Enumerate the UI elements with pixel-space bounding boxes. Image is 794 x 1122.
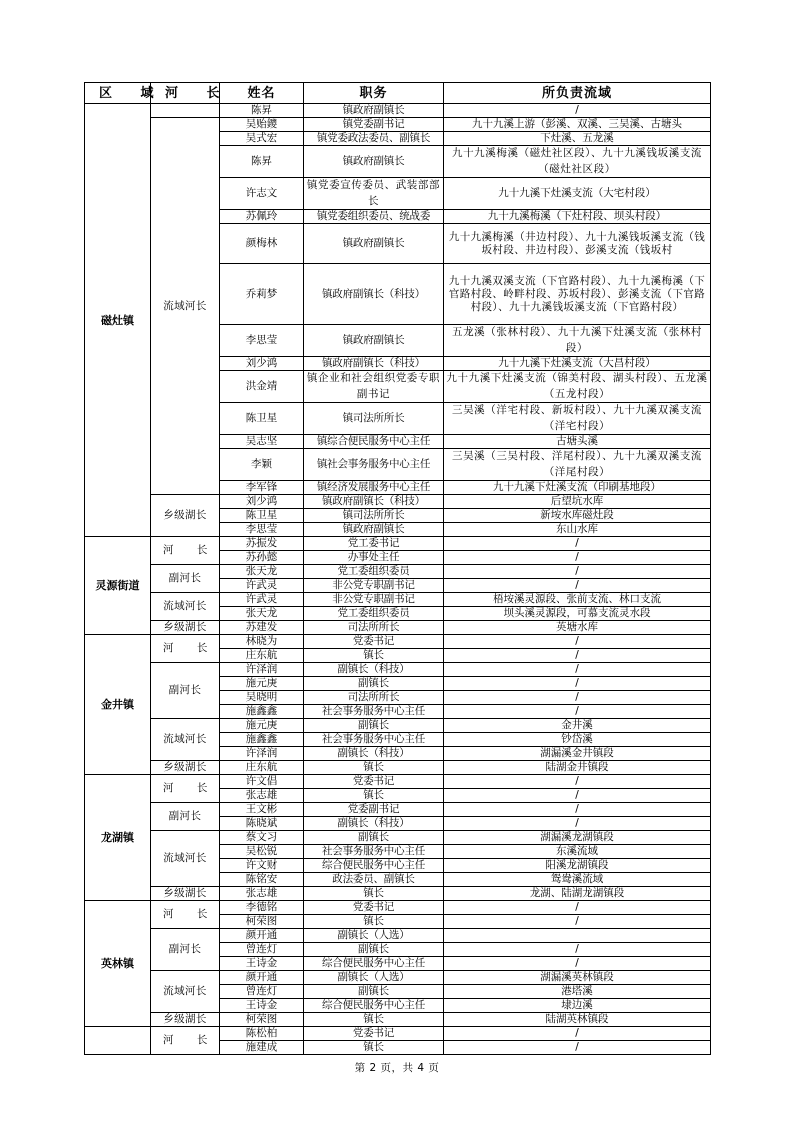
duty-cell: 镇政府副镇长 — [304, 104, 444, 118]
role-cell: 乡级湖长 — [151, 761, 220, 775]
header-role: 河 长 — [151, 83, 220, 104]
duty-cell: 党委书记 — [304, 901, 444, 915]
table-header-row — [85, 83, 711, 104]
duty-cell: 综合便民服务中心主任 — [304, 999, 444, 1013]
duty-cell: 镇社会事务服务中心主任 — [304, 449, 444, 481]
basin-cell: 龙湖、陆湖龙湖镇段 — [444, 887, 711, 901]
basin-cell: 九十九溪下灶溪支流（大宅村段） — [444, 178, 711, 210]
basin-cell: 三吴溪（洋宅村段、新坂村段）、九十九溪双溪支流（洋宅村段） — [444, 403, 711, 435]
basin-cell: / — [444, 817, 711, 831]
name-cell: 刘少鸿 — [220, 357, 304, 371]
duty-cell: 党工委书记 — [304, 537, 444, 551]
table-row — [85, 901, 711, 915]
table-row — [85, 775, 711, 789]
name-cell: 柯荣图 — [220, 1013, 304, 1027]
name-cell: 陈松柏 — [220, 1027, 304, 1041]
duty-cell: 镇政府副镇长 — [304, 325, 444, 357]
basin-cell: / — [444, 1041, 711, 1055]
name-cell: 许泽润 — [220, 747, 304, 761]
name-cell: 张志雄 — [220, 887, 304, 901]
basin-cell: 港塔溪 — [444, 985, 711, 999]
duty-cell: 副镇长（人选） — [304, 971, 444, 985]
table-row — [85, 803, 711, 817]
duty-cell: 副镇长 — [304, 677, 444, 691]
name-cell: 施元庚 — [220, 719, 304, 733]
basin-cell: 陆湖金井镇段 — [444, 761, 711, 775]
name-cell: 陈卫星 — [220, 403, 304, 435]
name-cell: 李德铭 — [220, 901, 304, 915]
name-cell: 张天龙 — [220, 607, 304, 621]
name-cell: 许志文 — [220, 178, 304, 210]
name-cell: 李军锋 — [220, 481, 304, 495]
name-cell: 张天龙 — [220, 565, 304, 579]
duty-cell: 镇政府副镇长 — [304, 224, 444, 264]
role-cell: 乡级湖长 — [151, 887, 220, 901]
name-cell: 许文财 — [220, 859, 304, 873]
duty-cell: 镇企业和社会组织党委专职副书记 — [304, 371, 444, 403]
basin-cell: / — [444, 551, 711, 565]
basin-cell: 九十九溪梅溪（磁灶社区段）、九十九溪钱坂溪支流（磁灶社区段） — [444, 146, 711, 178]
basin-cell: / — [444, 635, 711, 649]
duty-cell: 副镇长 — [304, 943, 444, 957]
duty-cell: 镇综合便民服务中心主任 — [304, 435, 444, 449]
basin-cell: / — [444, 775, 711, 789]
name-cell: 许文倡 — [220, 775, 304, 789]
region-cell: 英林镇 — [85, 901, 151, 1027]
table-row — [85, 104, 711, 118]
table-row — [85, 635, 711, 649]
name-cell: 王文彬 — [220, 803, 304, 817]
role-cell: 乡级湖长 — [151, 621, 220, 635]
role-cell: 河 长 — [151, 901, 220, 929]
basin-cell: 下灶溪、五龙溪 — [444, 132, 711, 146]
basin-cell: 湖漏溪龙湖镇段 — [444, 831, 711, 845]
basin-cell: 九十九溪双溪支流（下官路村段）、九十九溪梅溪（下官路村段、岭畔村段、苏坂村段）、彭溪支流（下官路村段）、九十九溪钱坂溪支流（下官路村段） — [444, 264, 711, 325]
basin-cell: 英塘水库 — [444, 621, 711, 635]
basin-cell: / — [444, 705, 711, 719]
duty-cell: 副镇长（科技） — [304, 817, 444, 831]
duty-cell: 镇司法所所长 — [304, 509, 444, 523]
basin-cell: 三吴溪（三吴村段、洋尾村段）、九十九溪双溪支流（洋尾村段） — [444, 449, 711, 481]
basin-cell: 埭边溪 — [444, 999, 711, 1013]
role-cell: 流域河长 — [151, 719, 220, 761]
name-cell: 吴贻鑁 — [220, 118, 304, 132]
duty-cell: 副镇长（科技） — [304, 747, 444, 761]
basin-cell: / — [444, 579, 711, 593]
duty-cell: 镇政府副镇长 — [304, 523, 444, 537]
name-cell: 柯荣图 — [220, 915, 304, 929]
name-cell: 庄东航 — [220, 761, 304, 775]
duty-cell: 副镇长（人选） — [304, 929, 444, 943]
name-cell: 刘少鸿 — [220, 495, 304, 509]
basin-cell: 九十九溪下灶溪支流（锦美村段、湖头村段）、五龙溪（五龙村段） — [444, 371, 711, 403]
duty-cell: 司法所所长 — [304, 691, 444, 705]
region-cell-empty — [85, 1027, 151, 1055]
basin-cell: 阳溪龙湖镇段 — [444, 859, 711, 873]
duty-cell: 副镇长（科技） — [304, 663, 444, 677]
duty-cell: 镇政府副镇长（科技） — [304, 264, 444, 325]
header-basin: 所负责流域 — [444, 83, 711, 104]
role-cell: 流域河长 — [151, 831, 220, 887]
name-cell: 乔莉梦 — [220, 264, 304, 325]
name-cell: 王诗金 — [220, 999, 304, 1013]
duty-cell: 镇党委宣传委员、武装部部长 — [304, 178, 444, 210]
duty-cell: 司法所所长 — [304, 621, 444, 635]
basin-cell: 梧垵溪灵源段、张前支流、林口支流 — [444, 593, 711, 607]
name-cell: 洪金靖 — [220, 371, 304, 403]
name-cell: 苏孙懿 — [220, 551, 304, 565]
duty-cell: 镇政府副镇长（科技） — [304, 357, 444, 371]
name-cell: 陈昇 — [220, 104, 304, 118]
role-cell: 副河长 — [151, 663, 220, 719]
name-cell: 李思莹 — [220, 523, 304, 537]
duty-cell: 镇经济发展服务中心主任 — [304, 481, 444, 495]
role-cell: 河 长 — [151, 775, 220, 803]
duty-cell: 镇长 — [304, 649, 444, 663]
name-cell: 苏振发 — [220, 537, 304, 551]
name-cell: 施鑫鑫 — [220, 733, 304, 747]
name-cell: 蔡文习 — [220, 831, 304, 845]
duty-cell: 非公党专职副书记 — [304, 579, 444, 593]
basin-cell — [444, 929, 711, 943]
table-row — [85, 831, 711, 845]
table-row — [85, 971, 711, 985]
basin-cell: 湖漏溪金井镇段 — [444, 747, 711, 761]
duty-cell: 党委书记 — [304, 1027, 444, 1041]
basin-cell: 金井溪 — [444, 719, 711, 733]
duty-cell: 非公党专职副书记 — [304, 593, 444, 607]
duty-cell: 镇长 — [304, 1041, 444, 1055]
table-row — [85, 495, 711, 509]
basin-cell: 古塘头溪 — [444, 435, 711, 449]
basin-cell: 九十九溪梅溪（下灶村段、坝头村段） — [444, 210, 711, 224]
duty-cell: 副镇长 — [304, 831, 444, 845]
duty-cell: 副镇长 — [304, 985, 444, 999]
duty-cell: 镇长 — [304, 1013, 444, 1027]
duty-cell: 副镇长 — [304, 719, 444, 733]
table-row — [85, 761, 711, 775]
basin-cell: 鸳鸯溪流域 — [444, 873, 711, 887]
basin-cell: 东山水库 — [444, 523, 711, 537]
name-cell: 林晓为 — [220, 635, 304, 649]
name-cell: 颜梅林 — [220, 224, 304, 264]
basin-cell: / — [444, 915, 711, 929]
name-cell: 施建成 — [220, 1041, 304, 1055]
name-cell: 许泽润 — [220, 663, 304, 677]
table-row — [85, 1013, 711, 1027]
duty-cell: 党委书记 — [304, 635, 444, 649]
basin-cell: 九十九溪梅溪（井边村段）、九十九溪钱坂溪支流（钱坂村段、井边村段）、彭溪支流（钱坂村 — [444, 224, 711, 264]
duty-cell: 镇长 — [304, 761, 444, 775]
basin-cell: / — [444, 663, 711, 677]
duty-cell: 镇长 — [304, 915, 444, 929]
name-cell: 苏建发 — [220, 621, 304, 635]
role-cell: 流域河长 — [151, 593, 220, 621]
table-row — [85, 621, 711, 635]
role-cell: 河 长 — [151, 537, 220, 565]
name-cell: 吴式宏 — [220, 132, 304, 146]
name-cell: 许武灵 — [220, 593, 304, 607]
role-cell: 乡级湖长 — [151, 495, 220, 537]
duty-cell: 党工委组织委员 — [304, 607, 444, 621]
header-duty: 职务 — [304, 83, 444, 104]
duty-cell: 综合便民服务中心主任 — [304, 859, 444, 873]
name-cell: 吴晓明 — [220, 691, 304, 705]
table-row — [85, 118, 711, 132]
region-cell: 灵源街道 — [85, 537, 151, 635]
name-cell: 陈卫星 — [220, 509, 304, 523]
region-cell: 龙湖镇 — [85, 775, 151, 901]
duty-cell: 政法委员、副镇长 — [304, 873, 444, 887]
duty-cell: 镇长 — [304, 789, 444, 803]
header-name: 姓名 — [220, 83, 304, 104]
duty-cell: 镇政府副镇长 — [304, 146, 444, 178]
duty-cell: 镇政府副镇长（科技） — [304, 495, 444, 509]
basin-cell: / — [444, 677, 711, 691]
name-cell: 施鑫鑫 — [220, 705, 304, 719]
basin-cell: 五龙溪（张林村段）、九十九溪下灶溪支流（张林村段） — [444, 325, 711, 357]
basin-cell: / — [444, 957, 711, 971]
basin-cell: 九十九溪下灶溪支流（印刷基地段） — [444, 481, 711, 495]
name-cell: 王诗金 — [220, 957, 304, 971]
table-row — [85, 719, 711, 733]
table-row — [85, 929, 711, 943]
name-cell: 颜开通 — [220, 929, 304, 943]
name-cell: 吴志坚 — [220, 435, 304, 449]
duty-cell: 党委书记 — [304, 775, 444, 789]
basin-cell: / — [444, 649, 711, 663]
basin-cell: 坝头溪灵源段，可慕支流灵水段 — [444, 607, 711, 621]
role-cell: 乡级湖长 — [151, 1013, 220, 1027]
role-cell: 副河长 — [151, 929, 220, 971]
name-cell: 陈晓斌 — [220, 817, 304, 831]
name-cell: 苏佩玲 — [220, 210, 304, 224]
duty-cell: 镇党委政法委员、副镇长 — [304, 132, 444, 146]
duty-cell: 镇司法所所长 — [304, 403, 444, 435]
basin-cell: 九十九溪上游（彭溪、双溪、三吴溪、古塘头 — [444, 118, 711, 132]
name-cell: 陈昇 — [220, 146, 304, 178]
table-row — [85, 1027, 711, 1041]
basin-cell: 新垵水库磁灶段 — [444, 509, 711, 523]
name-cell: 曾连灯 — [220, 943, 304, 957]
basin-cell: 湖漏溪英林镇段 — [444, 971, 711, 985]
basin-cell: 九十九溪下灶溪支流（大昌村段） — [444, 357, 711, 371]
name-cell: 吴松锐 — [220, 845, 304, 859]
header-region: 区 域 — [85, 83, 151, 104]
basin-cell: / — [444, 104, 711, 118]
name-cell: 张志雄 — [220, 789, 304, 803]
duty-cell: 镇党委组织委员、统战委 — [304, 210, 444, 224]
role-cell: 副河长 — [151, 565, 220, 593]
duty-cell: 党工委组织委员 — [304, 565, 444, 579]
table-row — [85, 593, 711, 607]
basin-cell: / — [444, 565, 711, 579]
role-cell: 流域河长 — [151, 971, 220, 1013]
basin-cell: / — [444, 1027, 711, 1041]
page-footer: 第 2 页，共 4 页 — [354, 1062, 440, 1074]
role-cell: 河 长 — [151, 1027, 220, 1055]
role-cell: 副河长 — [151, 803, 220, 831]
duty-cell: 党委副书记 — [304, 803, 444, 817]
name-cell: 曾连灯 — [220, 985, 304, 999]
table-row — [85, 537, 711, 551]
region-cell: 金井镇 — [85, 635, 151, 775]
role-cell: 河 长 — [151, 635, 220, 663]
basin-cell: / — [444, 537, 711, 551]
duty-cell: 办事处主任 — [304, 551, 444, 565]
region-cell: 磁灶镇 — [85, 104, 151, 537]
name-cell: 李颖 — [220, 449, 304, 481]
name-cell: 施元庚 — [220, 677, 304, 691]
basin-cell: / — [444, 691, 711, 705]
name-cell: 陈铭安 — [220, 873, 304, 887]
basin-cell: 陆湖英林镇段 — [444, 1013, 711, 1027]
duty-cell: 社会事务服务中心主任 — [304, 705, 444, 719]
basin-cell: / — [444, 803, 711, 817]
role-cell-empty — [151, 104, 220, 118]
role-cell: 流域河长 — [151, 118, 220, 495]
duty-cell: 镇长 — [304, 887, 444, 901]
duty-cell: 社会事务服务中心主任 — [304, 733, 444, 747]
table-row — [85, 565, 711, 579]
basin-cell: / — [444, 943, 711, 957]
basin-cell: 钞岱溪 — [444, 733, 711, 747]
basin-cell: / — [444, 789, 711, 803]
name-cell: 颜开通 — [220, 971, 304, 985]
name-cell: 庄东航 — [220, 649, 304, 663]
name-cell: 李思莹 — [220, 325, 304, 357]
river-chief-table — [84, 82, 711, 1055]
duty-cell: 镇党委副书记 — [304, 118, 444, 132]
duty-cell: 社会事务服务中心主任 — [304, 845, 444, 859]
duty-cell: 综合便民服务中心主任 — [304, 957, 444, 971]
table-row — [85, 663, 711, 677]
basin-cell: 后望坑水库 — [444, 495, 711, 509]
basin-cell: 东溪流域 — [444, 845, 711, 859]
name-cell: 许武灵 — [220, 579, 304, 593]
table-row — [85, 887, 711, 901]
basin-cell: / — [444, 901, 711, 915]
